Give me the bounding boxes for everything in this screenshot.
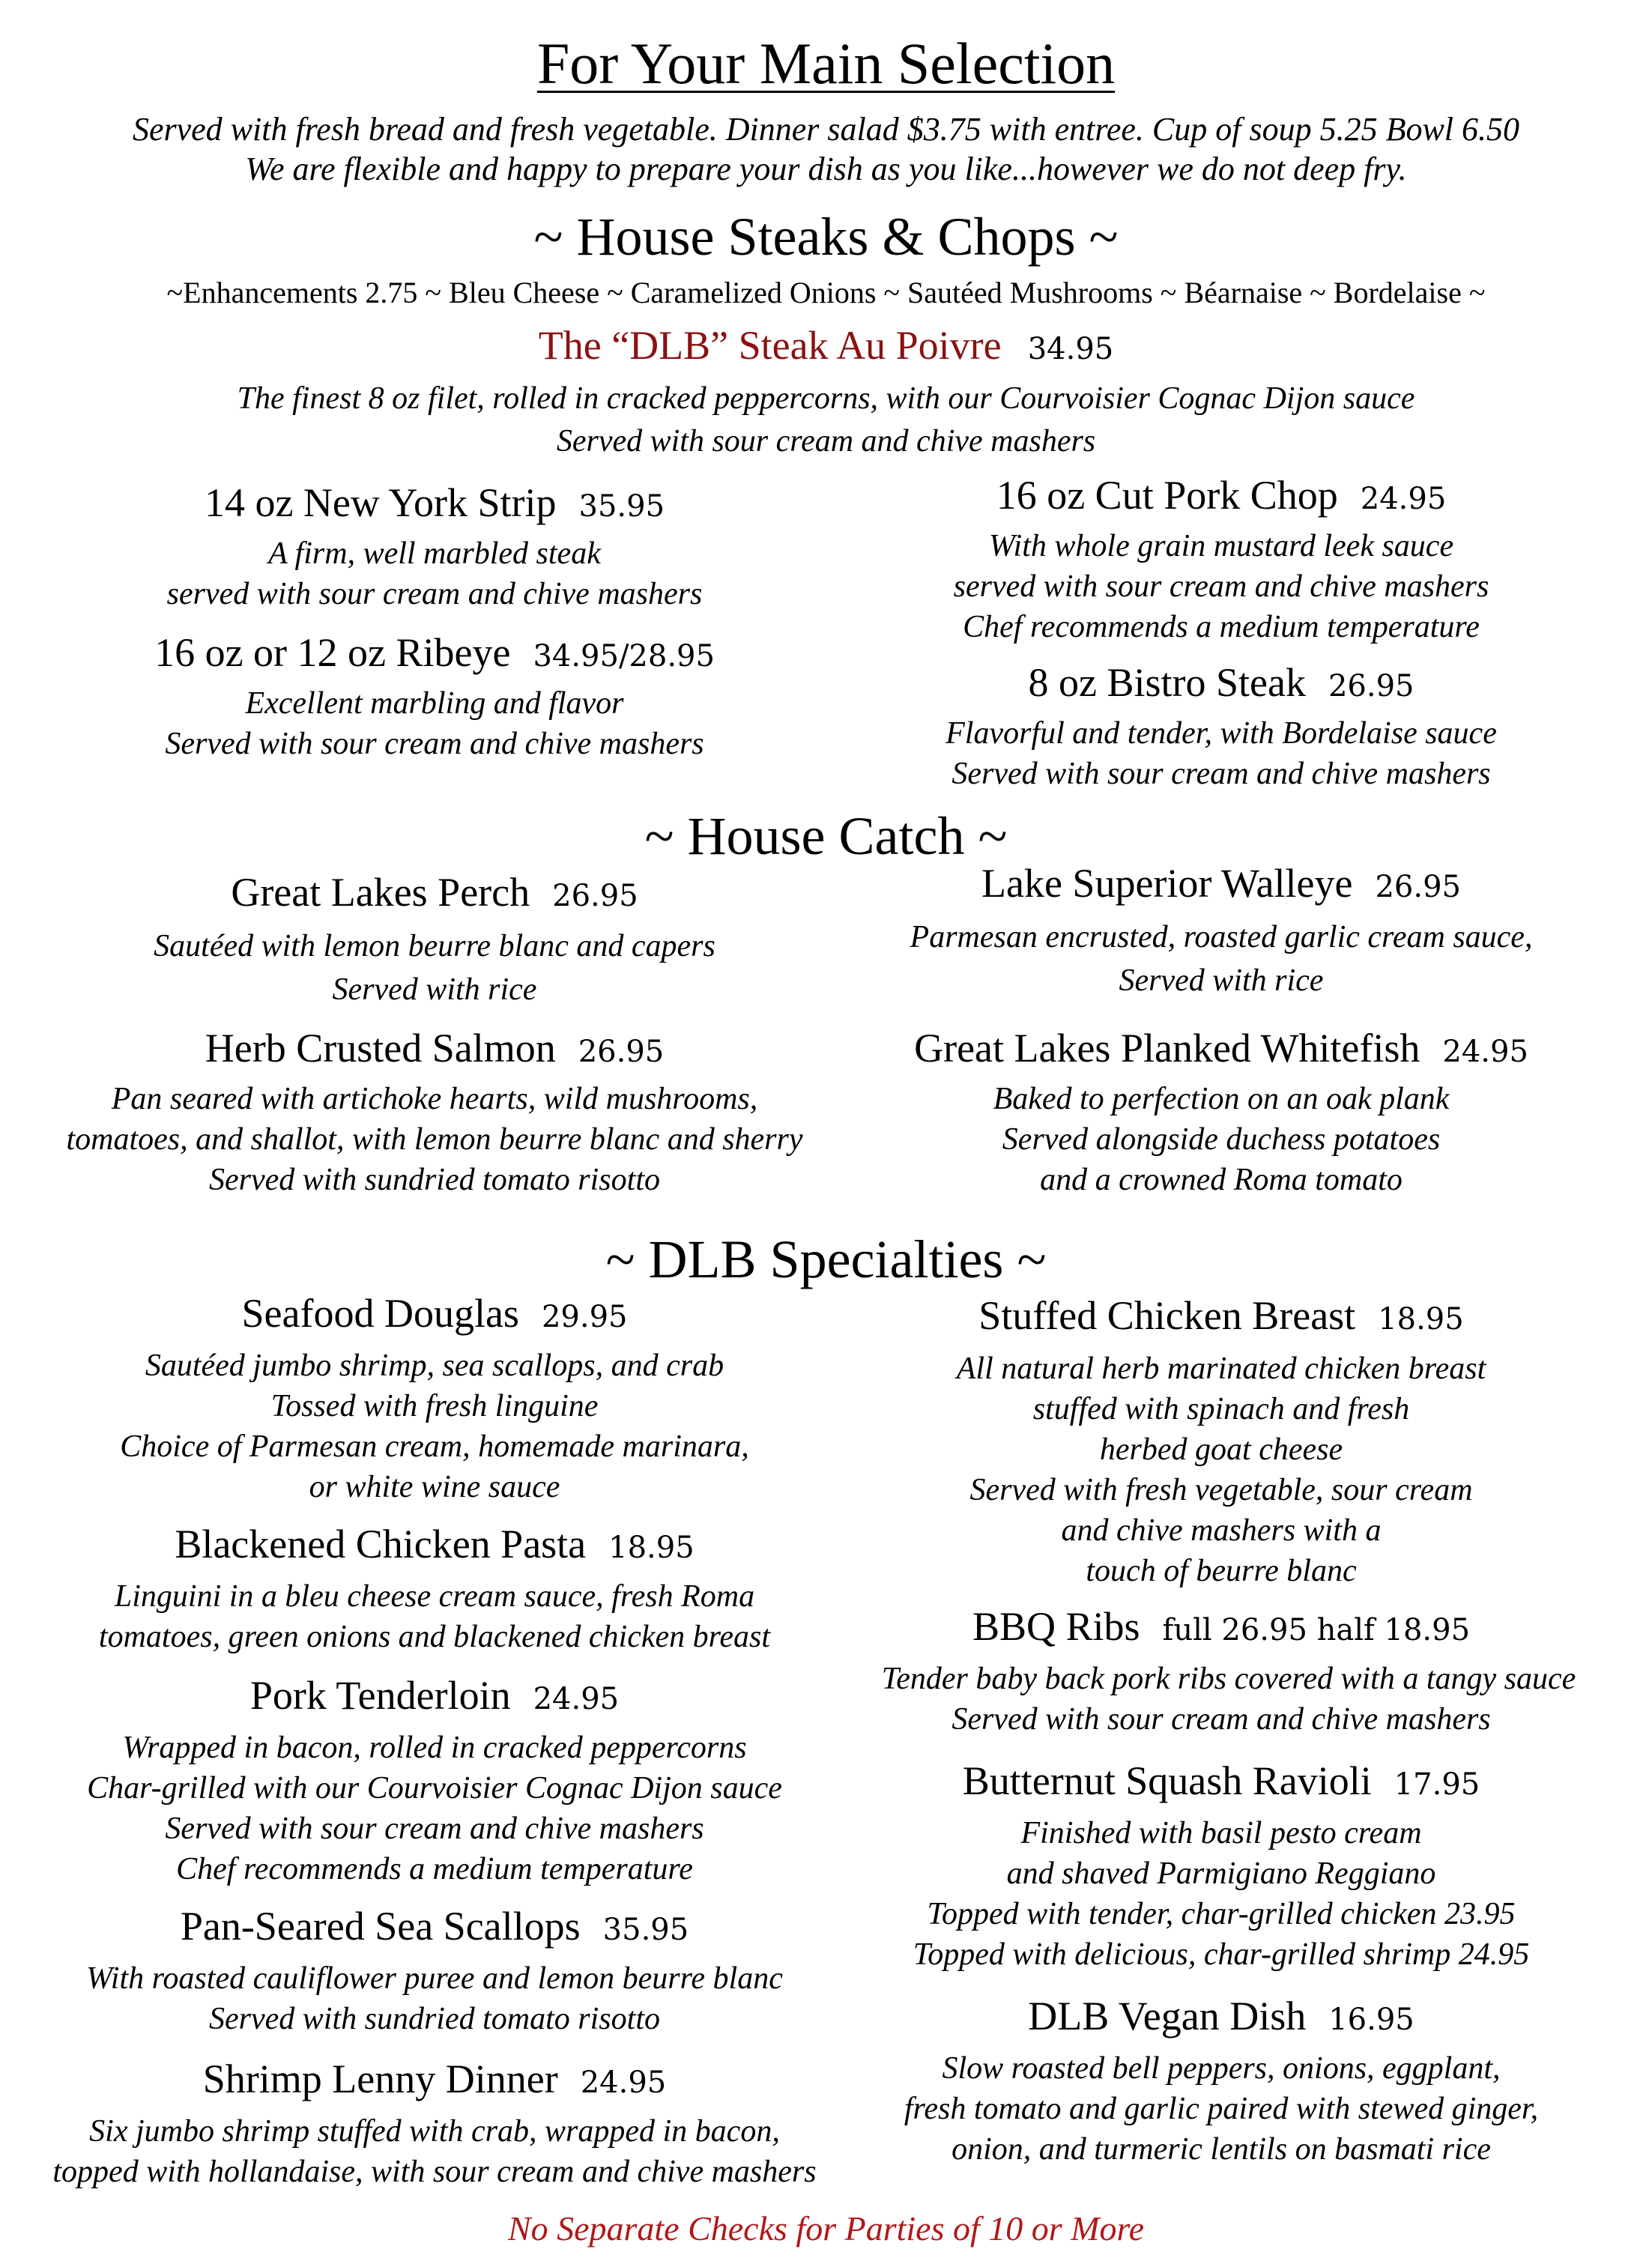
menu-item-name: Butternut Squash Ravioli [962,1758,1372,1803]
menu-item-desc: served with sour cream and chive mashers [953,569,1489,604]
menu-item-name: DLB Vegan Dish [1028,1994,1307,2038]
featured-item-desc: Served with sour cream and chive mashers [556,424,1096,458]
menu-item-desc: Tender baby back pork ribs covered with a tangy sauce [881,1662,1576,1696]
menu-item-desc: Flavorful and tender, with Bordelaise sauce [945,716,1497,751]
menu-item-price: 35.95 [602,1913,689,1947]
section-title-specialties: ~ DLB Specialties ~ [605,1229,1047,1289]
menu-item-price: 24.95 [580,2065,667,2100]
menu-item-price: full 26.95 half 18.95 [1162,1613,1471,1647]
menu-item-name: Great Lakes Planked Whitefish [914,1026,1420,1071]
menu-item-pork-tenderloin [30,1672,839,1719]
menu-item-desc: and a crowned Roma tomato [1040,1163,1403,1197]
menu-item-desc: Pan seared with artichoke hearts, wild mushrooms, [111,1082,758,1116]
menu-item-name: Seafood Douglas [241,1291,519,1336]
menu-item-name: Great Lakes Perch [231,870,530,915]
menu-item-perch [60,869,809,915]
menu-item-name: 14 oz New York Strip [204,480,557,525]
menu-item-desc: Choice of Parmesan cream, homemade marinara, [120,1429,749,1464]
menu-item-desc: Excellent marbling and flavor [245,686,624,721]
menu-item-desc: Served with sour cream and chive mashers [165,727,704,761]
menu-item-desc: Wrapped in bacon, rolled in cracked peppercorns [122,1731,747,1765]
menu-item-desc: Topped with tender, char-grilled chicken 23.95 [927,1897,1516,1931]
menu-item-desc: Sautéed with lemon beurre blanc and capers [154,929,715,963]
footer-notice: No Separate Checks for Parties of 10 or More [507,2209,1145,2248]
menu-item-name: 16 oz or 12 oz Ribeye [154,630,511,675]
menu-item-desc: Chef recommends a medium temperature [963,610,1480,644]
menu-item-desc: Served with sour cream and chive mashers [951,1702,1491,1737]
menu-item-name: Shrimp Lenny Dinner [202,2056,558,2101]
menu-item-desc: Baked to perfection on an oak plank [993,1082,1450,1116]
menu-item-shrimp-lenny [15,2056,854,2102]
menu-item-walleye [847,860,1596,906]
menu-item-desc: Served with rice [1119,963,1324,998]
menu-item-price: 29.95 [541,1300,628,1334]
menu-item-ny-strip [60,479,809,526]
menu-item-name: Blackened Chicken Pasta [175,1522,587,1567]
menu-item-name: Herb Crusted Salmon [205,1026,556,1071]
menu-item-desc: Served with sundried tomato risotto [209,2002,660,2036]
menu-item-desc: touch of beurre blanc [1086,1554,1357,1588]
menu-item-desc: or white wine sauce [309,1470,560,1504]
menu-item-price: 24.95 [533,1682,620,1716]
menu-item-desc: Slow roasted bell peppers, onions, eggplant, [942,2051,1501,2086]
menu-item-stuffed-chicken [847,1292,1596,1339]
menu-item-bistro-steak [847,659,1596,706]
menu-item-desc: Topped with delicious, char-grilled shrimp 24.95 [913,1937,1530,1972]
menu-item-name: Pork Tenderloin [249,1673,511,1718]
menu-item-desc: herbed goat cheese [1099,1432,1343,1467]
menu-item-desc: Served alongside duchess potatoes [1002,1122,1441,1157]
page-title: For Your Main Selection [536,31,1116,96]
menu-item-desc: Chef recommends a medium temperature [176,1852,693,1886]
menu-item-desc: and chive mashers with a [1061,1513,1382,1548]
featured-item [0,322,1652,369]
menu-item-desc: Parmesan encrusted, roasted garlic cream sauce, [910,920,1533,954]
menu-item-name: Pan-Seared Sea Scallops [180,1904,581,1949]
menu-item-desc: Finished with basil pesto cream [1020,1816,1422,1850]
menu-item-desc: tomatoes, green onions and blackened chicken breast [98,1620,771,1654]
menu-item-price: 26.95 [1328,669,1415,703]
menu-item-ribeye [60,629,809,676]
menu-item-desc: Six jumbo shrimp stuffed with crab, wrapped in bacon, [89,2114,780,2149]
menu-item-vegan-dish [847,1993,1596,2039]
menu-item-price: 18.95 [608,1531,695,1565]
menu-item-desc: With roasted cauliflower puree and lemon beurre blanc [86,1961,783,1996]
featured-item-price: 34.95 [1027,332,1114,366]
intro-line-1: Served with fresh bread and fresh vegetable. Dinner salad $3.75 with entree. Cup of soup 5.25 Bowl 6.50 [132,111,1520,148]
menu-item-whitefish [847,1025,1596,1071]
menu-item-desc: fresh tomato and garlic paired with stewed ginger, [904,2092,1539,2126]
menu-item-desc: Served with rice [332,972,537,1007]
menu-item-desc: Tossed with fresh linguine [270,1389,599,1423]
menu-item-seafood-douglas [30,1290,839,1337]
menu-item-name: BBQ Ribs [972,1604,1140,1649]
menu-item-desc: and shaved Parmigiano Reggiano [1006,1856,1436,1891]
menu-item-price: 18.95 [1378,1302,1464,1337]
menu-item-desc: Char-grilled with our Courvoisier Cognac Dijon sauce [87,1771,782,1806]
menu-item-name: Stuffed Chicken Breast [978,1293,1356,1338]
menu-item-desc: topped with hollandaise, with sour cream and chive mashers [52,2155,817,2189]
menu-item-name: 16 oz Cut Pork Chop [996,473,1338,518]
menu-item-desc: Sautéed jumbo shrimp, sea scallops, and crab [145,1349,724,1383]
menu-item-price: 26.95 [578,1035,665,1069]
menu-item-bbq-ribs [847,1603,1596,1650]
intro-line-2: We are flexible and happy to prepare your dish as you like...however we do not deep fry. [245,151,1407,187]
menu-item-desc: A firm, well marbled steak [268,536,601,571]
featured-item-name: The “DLB” Steak Au Poivre [538,323,1002,368]
featured-item-desc: The finest 8 oz filet, rolled in cracked peppercorns, with our Courvoisier Cognac Dijon sauce [237,381,1415,416]
menu-item-price: 16.95 [1328,2003,1415,2037]
menu-item-desc: Served with sour cream and chive mashers [165,1811,704,1846]
menu-item-price: 34.95/28.95 [533,639,715,674]
menu-item-price: 17.95 [1394,1767,1480,1802]
menu-item-pork-chop [847,472,1596,518]
menu-item-desc: tomatoes, and shallot, with lemon beurre blanc and sherry [66,1122,803,1157]
menu-item-sea-scallops [30,1903,839,1949]
menu-item-name: Lake Superior Walleye [981,861,1353,906]
section-title-steaks: ~ House Steaks & Chops ~ [533,207,1119,267]
menu-item-price: 24.95 [1442,1035,1528,1069]
section-title-catch: ~ House Catch ~ [644,806,1008,866]
menu-item-desc: Served with sour cream and chive mashers [951,757,1491,791]
menu-item-name: 8 oz Bistro Steak [1028,660,1306,705]
menu-item-desc: Served with fresh vegetable, sour cream [969,1473,1473,1507]
menu-item-desc: Linguini in a bleu cheese cream sauce, fresh Roma [114,1579,755,1614]
menu-item-blackened-chicken-pasta [30,1521,839,1567]
menu-item-price: 26.95 [552,879,638,913]
menu-item-desc: Served with sundried tomato risotto [209,1163,660,1197]
menu-item-desc: All natural herb marinated chicken breast [956,1352,1486,1386]
enhancements-line: ~Enhancements 2.75 ~ Bleu Cheese ~ Caramelized Onions ~ Sautéed Mushrooms ~ Béarnaise ~ Bordelaise ~ [166,276,1486,309]
menu-item-desc: With whole grain mustard leek sauce [988,529,1454,563]
menu-item-desc: stuffed with spinach and fresh [1032,1392,1410,1426]
menu-item-price: 35.95 [578,489,665,524]
menu-item-desc: served with sour cream and chive mashers [166,577,703,611]
menu-item-price: 24.95 [1360,482,1447,516]
menu-item-desc: onion, and turmeric lentils on basmati rice [951,2132,1491,2167]
menu-item-squash-ravioli [847,1758,1596,1804]
menu-item-salmon [30,1025,839,1071]
menu-item-price: 26.95 [1375,870,1461,904]
